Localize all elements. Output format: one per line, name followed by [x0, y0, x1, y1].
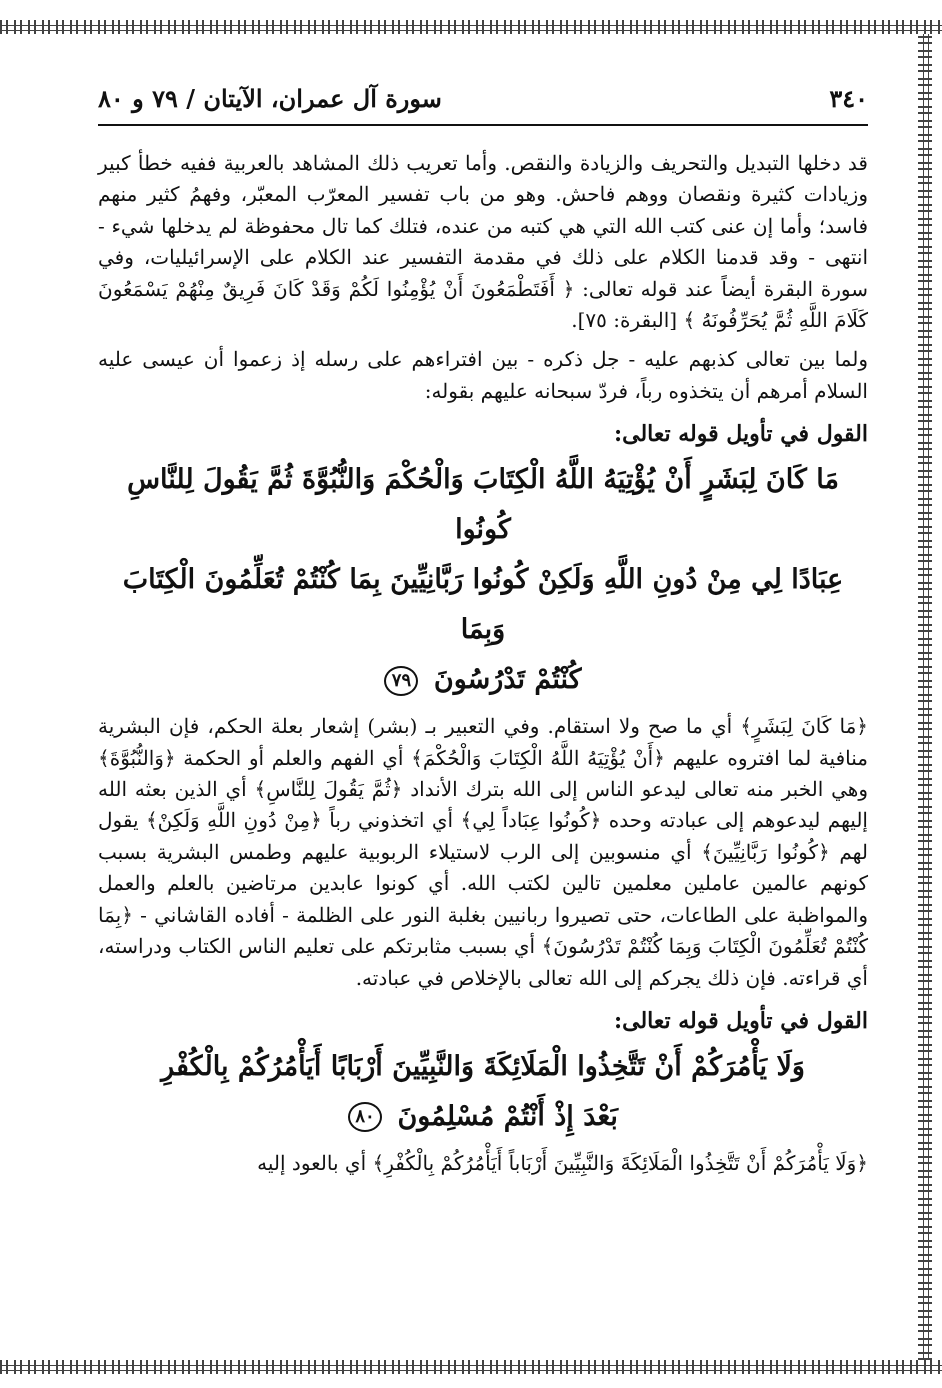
- paragraph-intro: قد دخلها التبديل والتحريف والزيادة والنقص. وأما تعريب ذلك المشاهد بالعربية ففيه خطأ كبير وزيادات كثيرة ونقصان ووهم فاحش. وهو من باب تفسير المعرّب المعبّر، وفهمُ كثير منهم فاسد؛ وأما إن عنى كتب الله التي هي كتبه من عنده، فتلك كما تال محفوظة لم يدخلها شيء - انتهى - وقد قدمنا الكلام على ذلك في مقدمة التفسير عند الكلام على الإسرائيليات، وفي سورة البقرة أيضاً عند قوله تعالى: ﴿ أَفَتَطْمَعُونَ أَنْ يُؤْمِنُوا لَكُمْ وَقَدْ كَانَ فَرِيقٌ مِنْهُمْ يَسْمَعُونَ كَلَامَ اللَّهِ ثُمَّ يُحَرِّفُونَهُ ﴾ [البقرة: ٧٥].: [98, 151, 868, 333]
- verse-line: عِبَادًا لِي مِنْ دُونِ اللَّهِ وَلَكِنْ كُونُوا رَبَّانِيِّينَ بِمَا كُنْتُمْ تُعَلِّمُونَ الْكِتَابَ وَبِمَا: [122, 564, 844, 646]
- header-rule: [98, 124, 868, 126]
- section-heading-80: القول في تأويل قوله تعالى:: [614, 1007, 868, 1034]
- verse-line: مَا كَانَ لِبَشَرٍ أَنْ يُؤْتِيَهُ اللَّهُ الْكِتَابَ وَالْحُكْمَ وَالنُّبُوَّةَ ثُمَّ يَقُولَ لِلنَّاسِ كُونُوا: [127, 464, 839, 546]
- verse-80: [98, 1042, 868, 1142]
- verse-line: وَلَا يَأْمُرَكُمْ أَنْ تَتَّخِذُوا الْمَلَائِكَةَ وَالنَّبِيِّينَ أَرْبَابًا أَيَأْمُرُكُمْ بِالْكُفْرِ: [161, 1050, 805, 1082]
- page-header: [98, 78, 868, 118]
- decorative-border-bottom: [0, 1360, 942, 1374]
- page-number: ٣٤٠: [829, 83, 868, 113]
- verse-line-text: بَعْدَ إِذْ أَنْتُمْ مُسْلِمُونَ: [397, 1100, 618, 1132]
- verse-79: [98, 455, 868, 705]
- verse-line-text: كُنْتُمْ تَدْرُسُونَ: [433, 664, 582, 696]
- commentary-79: ﴿مَا كَانَ لِبَشَرٍ﴾ أي ما صح ولا استقام. وفي التعبير بـ (بشر) إشعار بعلة الحكم، فإن البشرية منافية لما افتروه عليهم ﴿أَنْ يُؤْتِيَهُ اللَّهُ الْكِتَابَ وَالْحُكْمَ﴾ أي الفهم والعلم أو الحكمة ﴿وَالنُّبُوَّةَ﴾ وهي الخبر منه تعالى ليدعو الناس إلى الله بترك الأنداد ﴿ثُمَّ يَقُولَ لِلنَّاسِ﴾ أي الذين بعثه الله إليهم ليدعوهم إلى عبادته وحده ﴿كُونُوا عِبَاداً لِي﴾ أي اتخذوني رباً ﴿مِنْ دُونِ اللَّهِ وَلَكِنْ﴾ يقول لهم ﴿كُونُوا رَبَّانِيِّينَ﴾ أي منسوبين إلى الرب لاستيلاء الربوبية عليهم وطمس البشرية بسبب كونهم عالمين عاملين معلمين تالين لكتب الله. أي كونوا عابدين مرتاضين بالعلم والعمل والمواظبة على الطاعات، حتى تصيروا ربانيين بغلبة النور على الظلمة - أفاده القاشاني - ﴿بِمَا كُنْتُمْ تُعَلِّمُونَ الْكِتَابَ وَبِمَا كُنْتُمْ تَدْرُسُونَ﴾ أي بسبب مثابرتكم على تعليم الناس الكتاب ودراسته، أي قراءته. فإن ذلك يجركم إلى الله تعالى بالإخلاص في عبادته.: [98, 714, 868, 990]
- paragraph-transition: ولما بين تعالى كذبهم عليه - جل ذكره - بين افتراءهم على رسله إذ زعموا أن عيسى عليه السلام أمرهم أن يتخذوه رباً، فردّ سبحانه عليهم بقوله:: [98, 347, 868, 403]
- section-heading-79: القول في تأويل قوله تعالى:: [614, 421, 868, 448]
- verse-line: [98, 655, 868, 705]
- verse-number-badge: ٨٠: [348, 1102, 382, 1132]
- verse-line: [98, 1092, 868, 1142]
- page-content: [98, 148, 868, 1187]
- decorative-border-top: [0, 20, 942, 34]
- decorative-border-right: [918, 34, 932, 1360]
- commentary-80: ﴿وَلَا يَأْمُرَكُمْ أَنْ تَتَّخِذُوا الْمَلَائِكَةَ وَالنَّبِيِّينَ أَرْبَاباً أَيَأْمُرُكُمْ بِالْكُفْرِ﴾ أي بالعود إليه: [257, 1150, 868, 1175]
- verse-number-badge: ٧٩: [384, 666, 418, 696]
- surah-title: سورة آل عمران، الآيتان / ٧٩ و ٨٠: [98, 83, 442, 113]
